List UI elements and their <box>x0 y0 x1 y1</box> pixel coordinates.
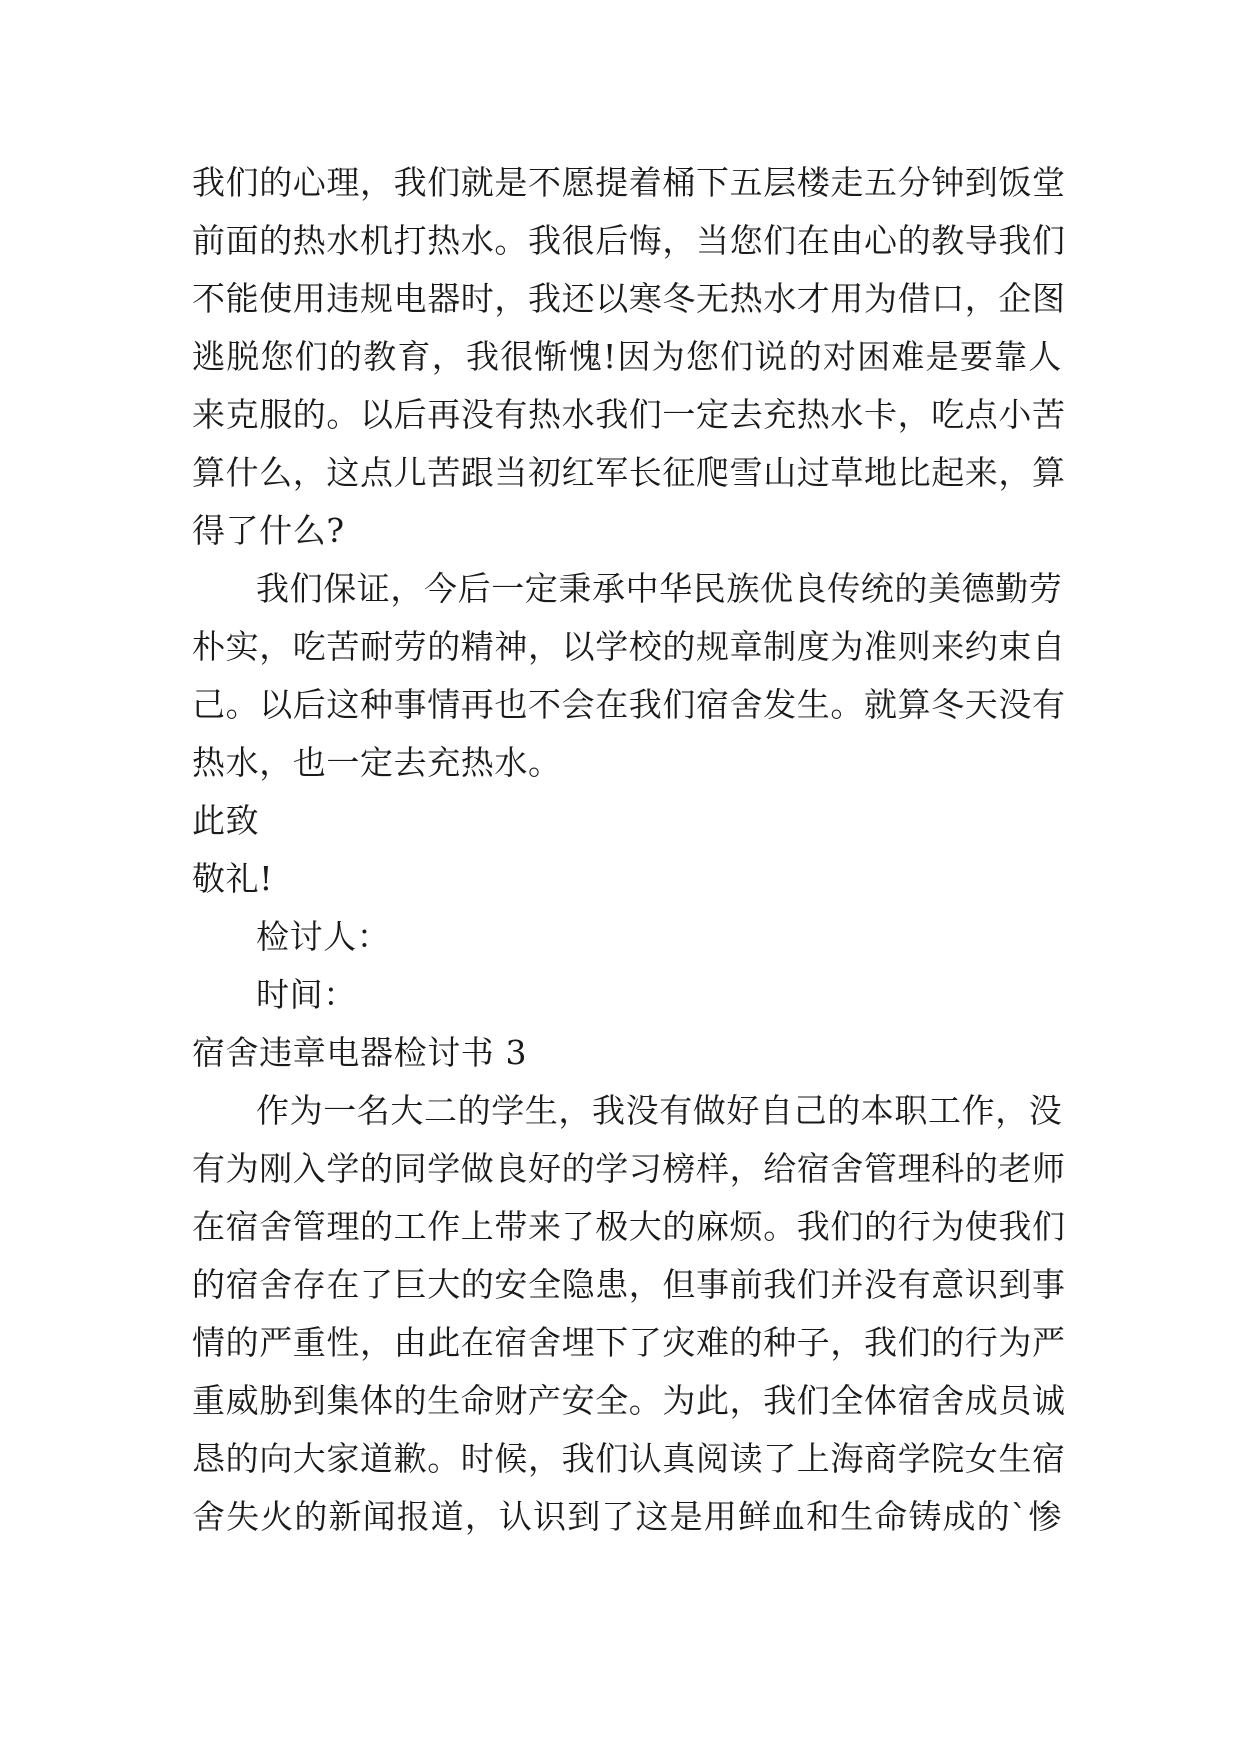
closing-salutation: 此致 <box>192 801 260 840</box>
text-line: 有为刚入学的同学做良好的学习榜样，给宿舍管理科的老师 <box>192 1149 1066 1188</box>
text-line: 在宿舍管理的工作上带来了极大的麻烦。我们的行为使我们 <box>192 1207 1066 1246</box>
text-line: 情的严重性，由此在宿舍埋下了灾难的种子，我们的行为严 <box>192 1323 1066 1362</box>
text-line: 得了什么? <box>192 511 345 550</box>
closing-regards: 敬礼! <box>192 859 274 898</box>
date-label: 时间： <box>256 975 357 1014</box>
text-line: 舍失火的新闻报道，认识到了这是用鲜血和生命铸成的`惨 <box>192 1497 1062 1536</box>
text-line: 不能使用违规电器时，我还以寒冬无热水才用为借口，企图 <box>192 279 1066 318</box>
text-line: 我们的心理，我们就是不愿提着桶下五层楼走五分钟到饭堂 <box>192 163 1066 202</box>
text-line: 朴实，吃苦耐劳的精神，以学校的规章制度为准则来约束自 <box>192 627 1066 666</box>
signature-label: 检讨人： <box>256 917 391 956</box>
text-line: 恳的向大家道歉。时候，我们认真阅读了上海商学院女生宿 <box>192 1439 1066 1478</box>
text-line: 前面的热水机打热水。我很后悔，当您们在由心的教导我们 <box>192 221 1066 260</box>
section-title: 宿舍违章电器检讨书 3 <box>192 1033 528 1072</box>
paragraph-first-line: 我们保证，今后一定秉承中华民族优良传统的美德勤劳 <box>256 569 1063 608</box>
text-line: 的宿舍存在了巨大的安全隐患，但事前我们并没有意识到事 <box>192 1265 1066 1304</box>
text-line: 热水，也一定去充热水。 <box>192 743 562 782</box>
text-line: 来克服的。以后再没有热水我们一定去充热水卡，吃点小苦 <box>192 395 1066 434</box>
text-line: 逃脱您们的教育，我很惭愧!因为您们说的对困难是要靠人 <box>192 337 1062 376</box>
text-line: 算什么，这点儿苦跟当初红军长征爬雪山过草地比起来，算 <box>192 453 1066 492</box>
paragraph-first-line: 作为一名大二的学生，我没有做好自己的本职工作，没 <box>256 1091 1063 1130</box>
text-line: 重威胁到集体的生命财产安全。为此，我们全体宿舍成员诚 <box>192 1381 1066 1420</box>
text-line: 己。以后这种事情再也不会在我们宿舍发生。就算冬天没有 <box>192 685 1066 724</box>
